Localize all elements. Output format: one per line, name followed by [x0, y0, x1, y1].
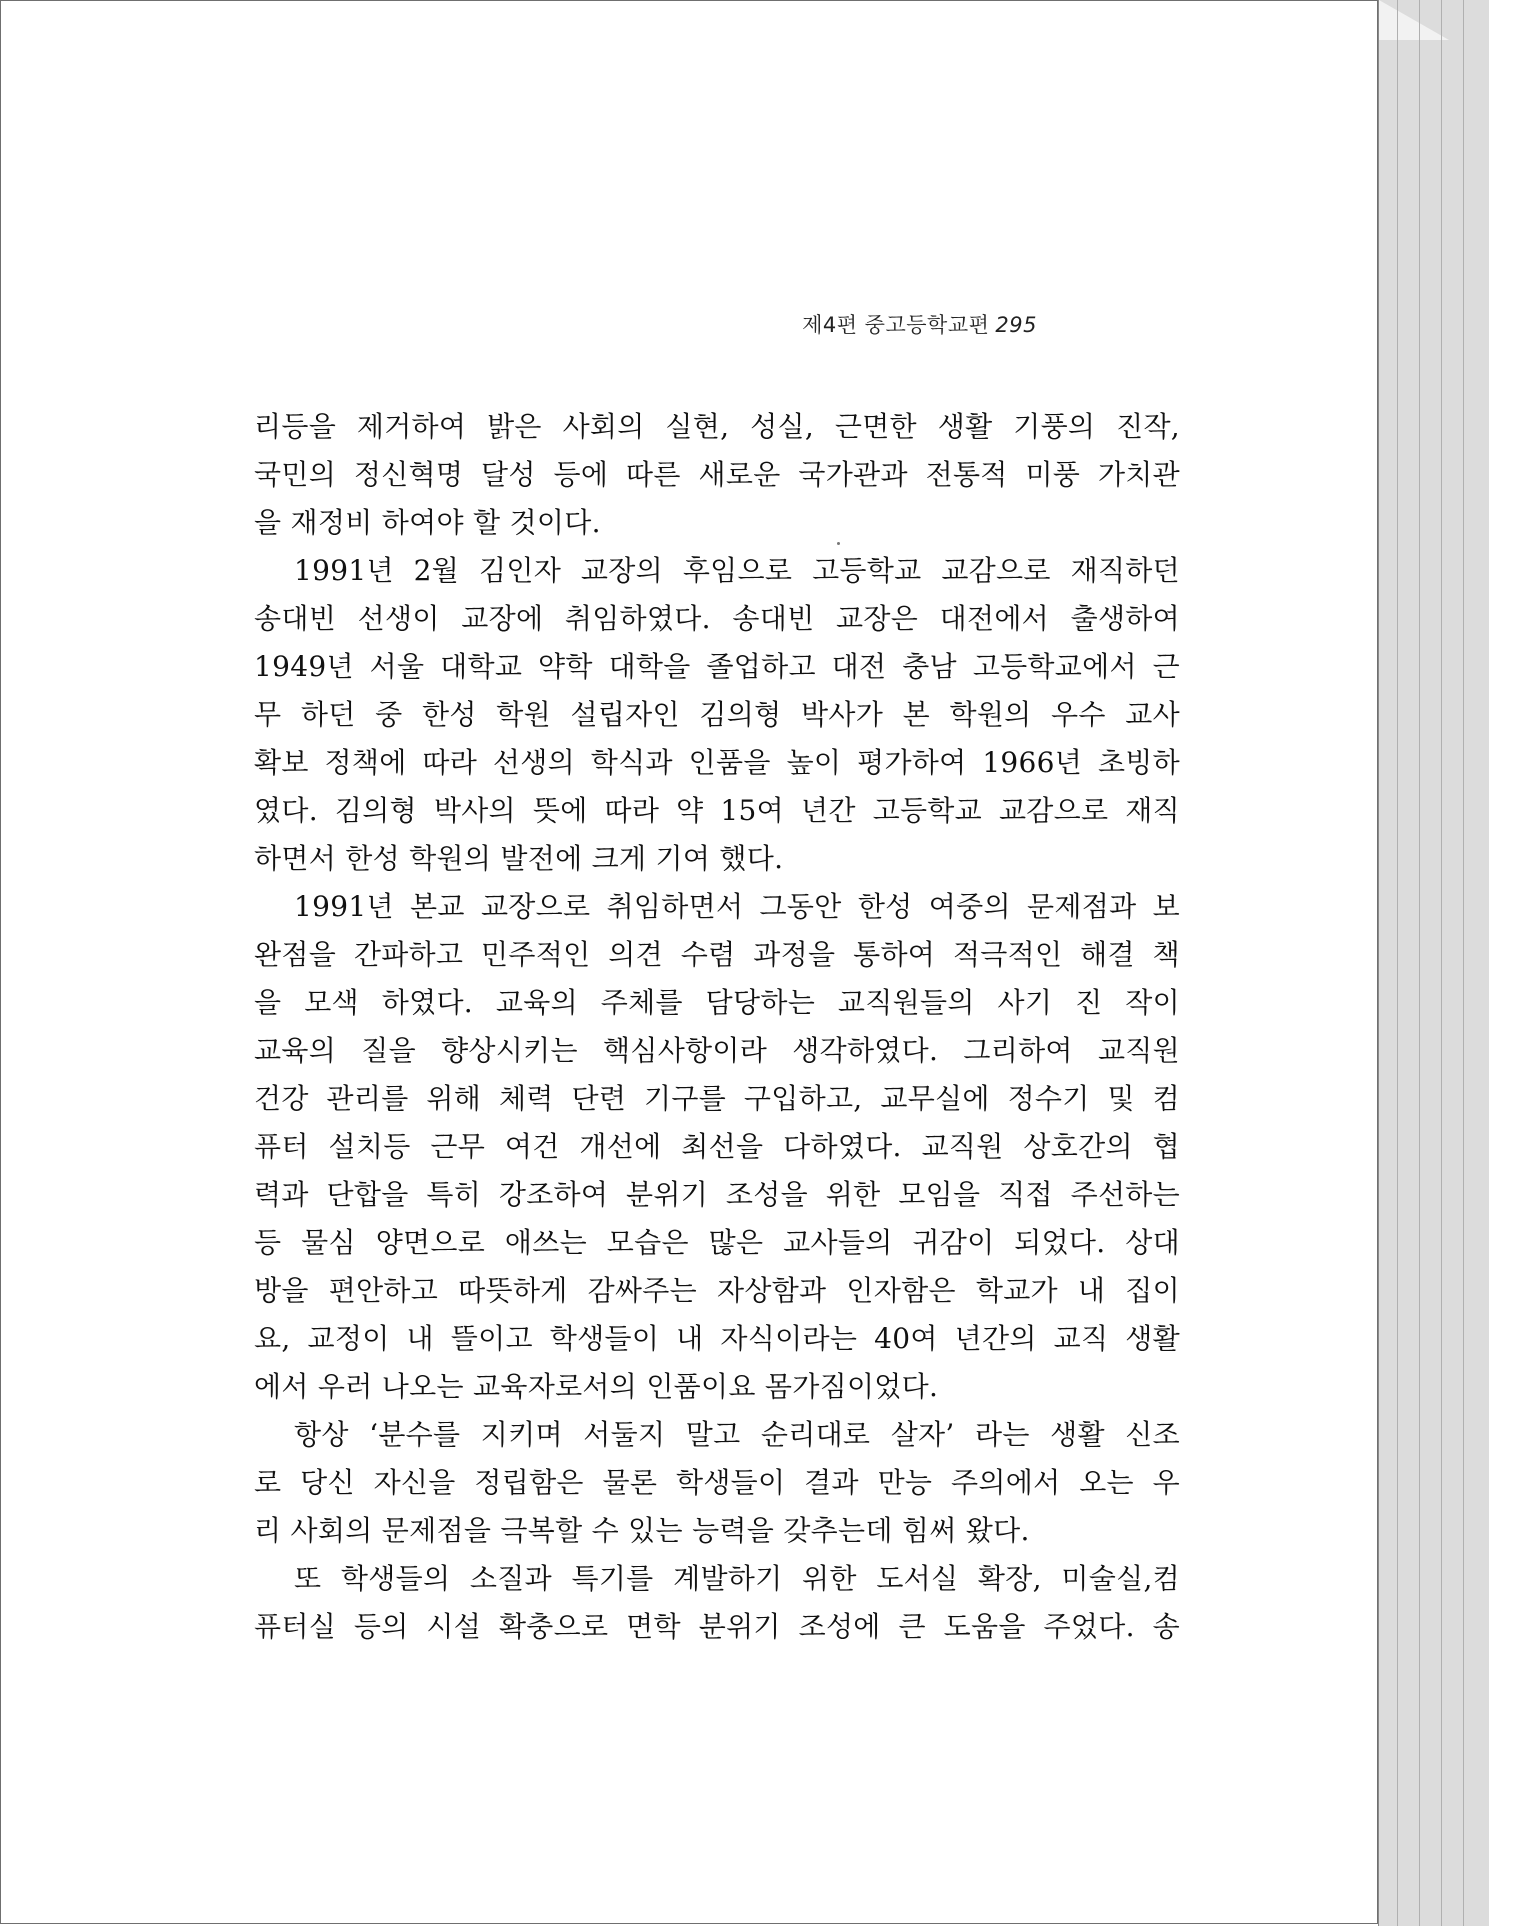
text-line: 로 당신 자신을 정립함은 물론 학생들이 결과 만능 주의에서 오는 우 — [254, 1466, 1180, 1499]
text-line: 무 하던 중 한성 학원 설립자인 김의형 박사가 본 학원의 우수 교사 — [254, 698, 1180, 731]
text-line: 에서 우러 나오는 교육자로서의 인품이요 몸가짐이었다. — [254, 1370, 939, 1403]
text-line: 방을 편안하고 따뜻하게 감싸주는 자상함과 인자함은 학교가 내 집이 — [254, 1274, 1180, 1307]
text-line: 리등을 제거하여 밝은 사회의 실현, 성실, 근면한 생활 기풍의 진작, — [254, 410, 1180, 443]
text-line: 1949년 서울 대학교 약학 대학을 졸업하고 대전 충남 고등학교에서 근 — [254, 650, 1180, 683]
text-line: 력과 단합을 특히 강조하여 분위기 조성을 위한 모임을 직접 주선하는 — [254, 1178, 1180, 1211]
running-head-title: 제4편 중고등학교편 — [802, 313, 990, 337]
text-line: 국민의 정신혁명 달성 등에 따른 새로운 국가관과 전통적 미풍 가치관 — [254, 458, 1180, 491]
text-line: 확보 정책에 따라 선생의 학식과 인품을 높이 평가하여 1966년 초빙하 — [254, 746, 1180, 779]
page-edge-stack — [1378, 0, 1489, 1926]
text-line: 을 모색 하였다. 교육의 주체를 담당하는 교직원들의 사기 진 작이 — [254, 986, 1180, 1019]
page-edge-line — [1441, 0, 1442, 1926]
text-line: 또 학생들의 소질과 특기를 계발하기 위한 도서실 확장, 미술실,컴 — [294, 1562, 1180, 1595]
text-line: 등 물심 양면으로 애쓰는 모습은 많은 교사들의 귀감이 되었다. 상대 — [254, 1226, 1180, 1259]
page-edge-line — [1397, 0, 1398, 1926]
text-line: 퓨터 설치등 근무 여건 개선에 최선을 다하였다. 교직원 상호간의 협 — [254, 1130, 1180, 1163]
text-line: 1991년 2월 김인자 교장의 후임으로 고등학교 교감으로 재직하던 — [294, 554, 1180, 587]
text-line: 완점을 간파하고 민주적인 의견 수렴 과정을 통하여 적극적인 해결 책 — [254, 938, 1180, 971]
text-line: 건강 관리를 위해 체력 단련 기구를 구입하고, 교무실에 정수기 및 컴 — [254, 1082, 1180, 1115]
body-text — [254, 403, 1180, 1651]
text-line: 요, 교정이 내 뜰이고 학생들이 내 자식이라는 40여 년간의 교직 생활 — [254, 1322, 1180, 1355]
text-line: 였다. 김의형 박사의 뜻에 따라 약 15여 년간 고등학교 교감으로 재직 — [254, 794, 1180, 827]
text-line: 하면서 한성 학원의 발전에 크게 기여 했다. — [254, 842, 784, 875]
text-line: 을 재정비 하여야 할 것이다. — [254, 506, 601, 539]
page-edge-line — [1419, 0, 1420, 1926]
page-corner-bevel — [1379, 0, 1449, 40]
running-head — [802, 309, 1037, 339]
text-line: 교육의 질을 향상시키는 핵심사항이라 생각하였다. 그리하여 교직원 — [254, 1034, 1180, 1067]
text-line: 송대빈 선생이 교장에 취임하였다. 송대빈 교장은 대전에서 출생하여 — [254, 602, 1180, 635]
text-line: 1991년 본교 교장으로 취임하면서 그동안 한성 여중의 문제점과 보 — [294, 890, 1180, 923]
text-line: 항상 ‘분수를 지키며 서둘지 말고 순리대로 살자’ 라는 생활 신조 — [294, 1418, 1180, 1451]
text-line: 퓨터실 등의 시설 확충으로 면학 분위기 조성에 큰 도움을 주었다. 송 — [254, 1610, 1180, 1643]
page-edge-line — [1463, 0, 1464, 1926]
page-number: 295 — [995, 313, 1037, 337]
text-line: 리 사회의 문제점을 극복할 수 있는 능력을 갖추는데 힘써 왔다. — [254, 1514, 1030, 1547]
